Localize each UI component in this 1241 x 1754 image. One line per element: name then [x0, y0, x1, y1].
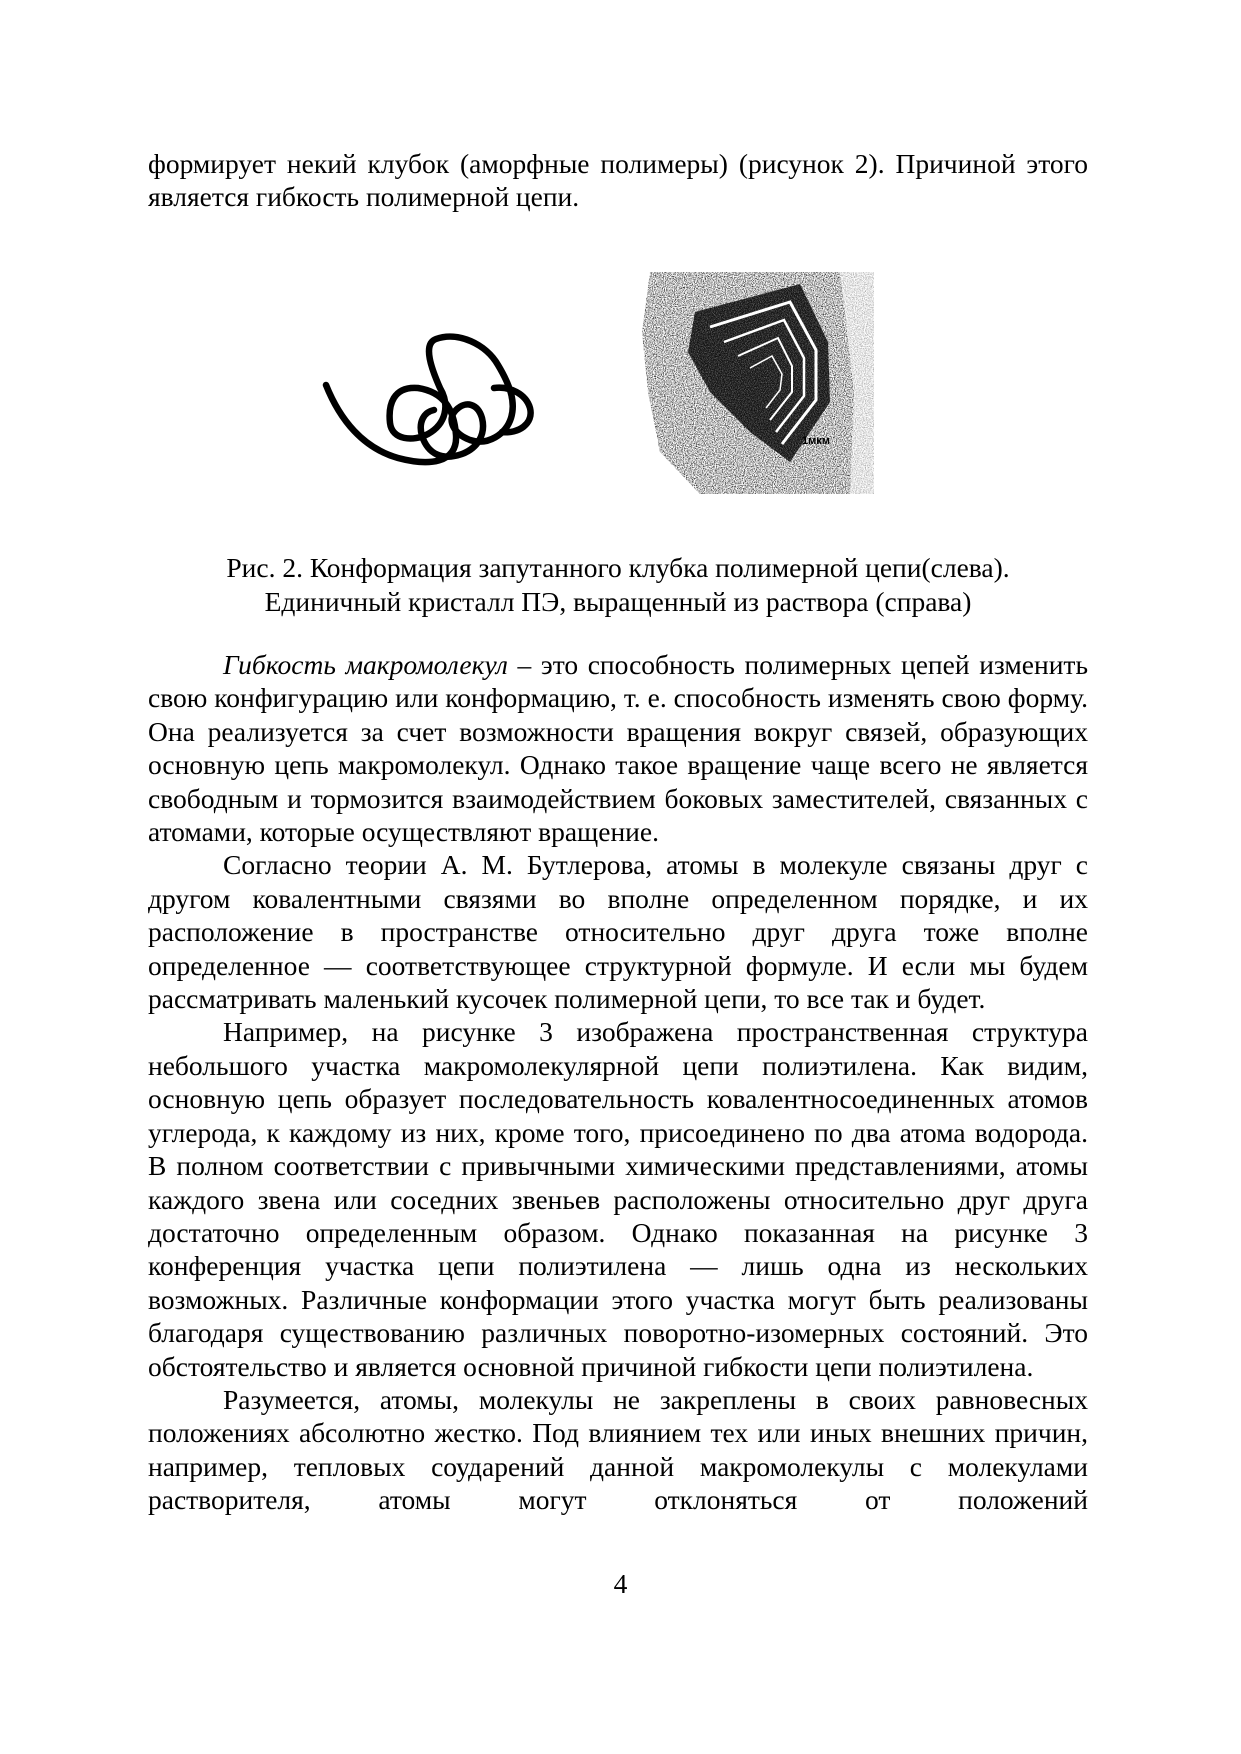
polymer-chain-path: [326, 337, 531, 462]
scale-bar-label: 1мкм: [802, 435, 830, 447]
term-flexibility: Гибкость макромолекул: [223, 649, 508, 680]
paragraph-flexibility: [148, 648, 1088, 848]
caption-line-1: Рис. 2. Конформация запутанного клубка полимерной цепи(слева).: [226, 552, 1010, 583]
body-text: [148, 648, 1088, 1517]
paragraph-thermal: Разумеется, атомы, молекулы не закреплены в своих равновесных положениях абсолютно жестко. Под влиянием тех или иных внешних причин, например, тепловых соударений данной макромолекулы с молекулами растворителя, атомы могут отклоняться от положений: [148, 1383, 1088, 1516]
paragraph-flexibility-text: – это способность полимерных цепей изменить свою конфигурацию или конформацию, т. е. способность изменять свою форму. Она реализуется за счет возможности вращения вокруг связей, образующих основную цепь макромолекул. Однако такое вращение чаще всего не является свободным и тормозится взаимодействием боковых заместителей, связанных с атомами, которые осуществляют вращение.: [148, 649, 1088, 848]
paragraph-butlerov: Согласно теории А. М. Бутлерова, атомы в молекуле связаны друг с другом ковалентными связями во вполне определенном порядке, и их расположение в пространстве относительно друг друга тоже вполне определенное — соответствующее структурной формуле. И если мы будем рассматривать маленький кусочек полимерной цепи, то все так и будет.: [148, 849, 1088, 1015]
tangled-coil-figure: [318, 330, 568, 480]
page-number: 4: [613, 1568, 628, 1599]
paragraph-example: Например, на рисунке 3 изображена пространственная структура небольшого участка макромолекулярной цепи полиэтилена. Как видим, основную цепь образует последовательность ковалентносоединенных атомов углерода, к каждому из них, кроме того, присоединено по два атома водорода. В полном соответствии с привычными химическими представлениями, атомы каждого звена или соседних звеньев расположены относительно друг друга достаточно определенным образом. Однако показанная на рисунке 3 конференция участка цепи полиэтилена — лишь одна из нескольких возможных. Различные конформации этого участка могут быть реализованы благодаря существованию различных поворотно-изомерных состояний. Это обстоятельство и является основной причиной гибкости цепи полиэтилена.: [148, 1016, 1088, 1382]
crystal-micrograph-figure: [640, 272, 874, 494]
intro-paragraph: формирует некий клубок (аморфные полимеры) (рисунок 2). Причиной этого является гибкость полимерной цепи.: [148, 148, 1088, 213]
figure-caption: [148, 551, 1088, 619]
caption-line-2: Единичный кристалл ПЭ, выращенный из раствора (справа): [264, 586, 972, 617]
